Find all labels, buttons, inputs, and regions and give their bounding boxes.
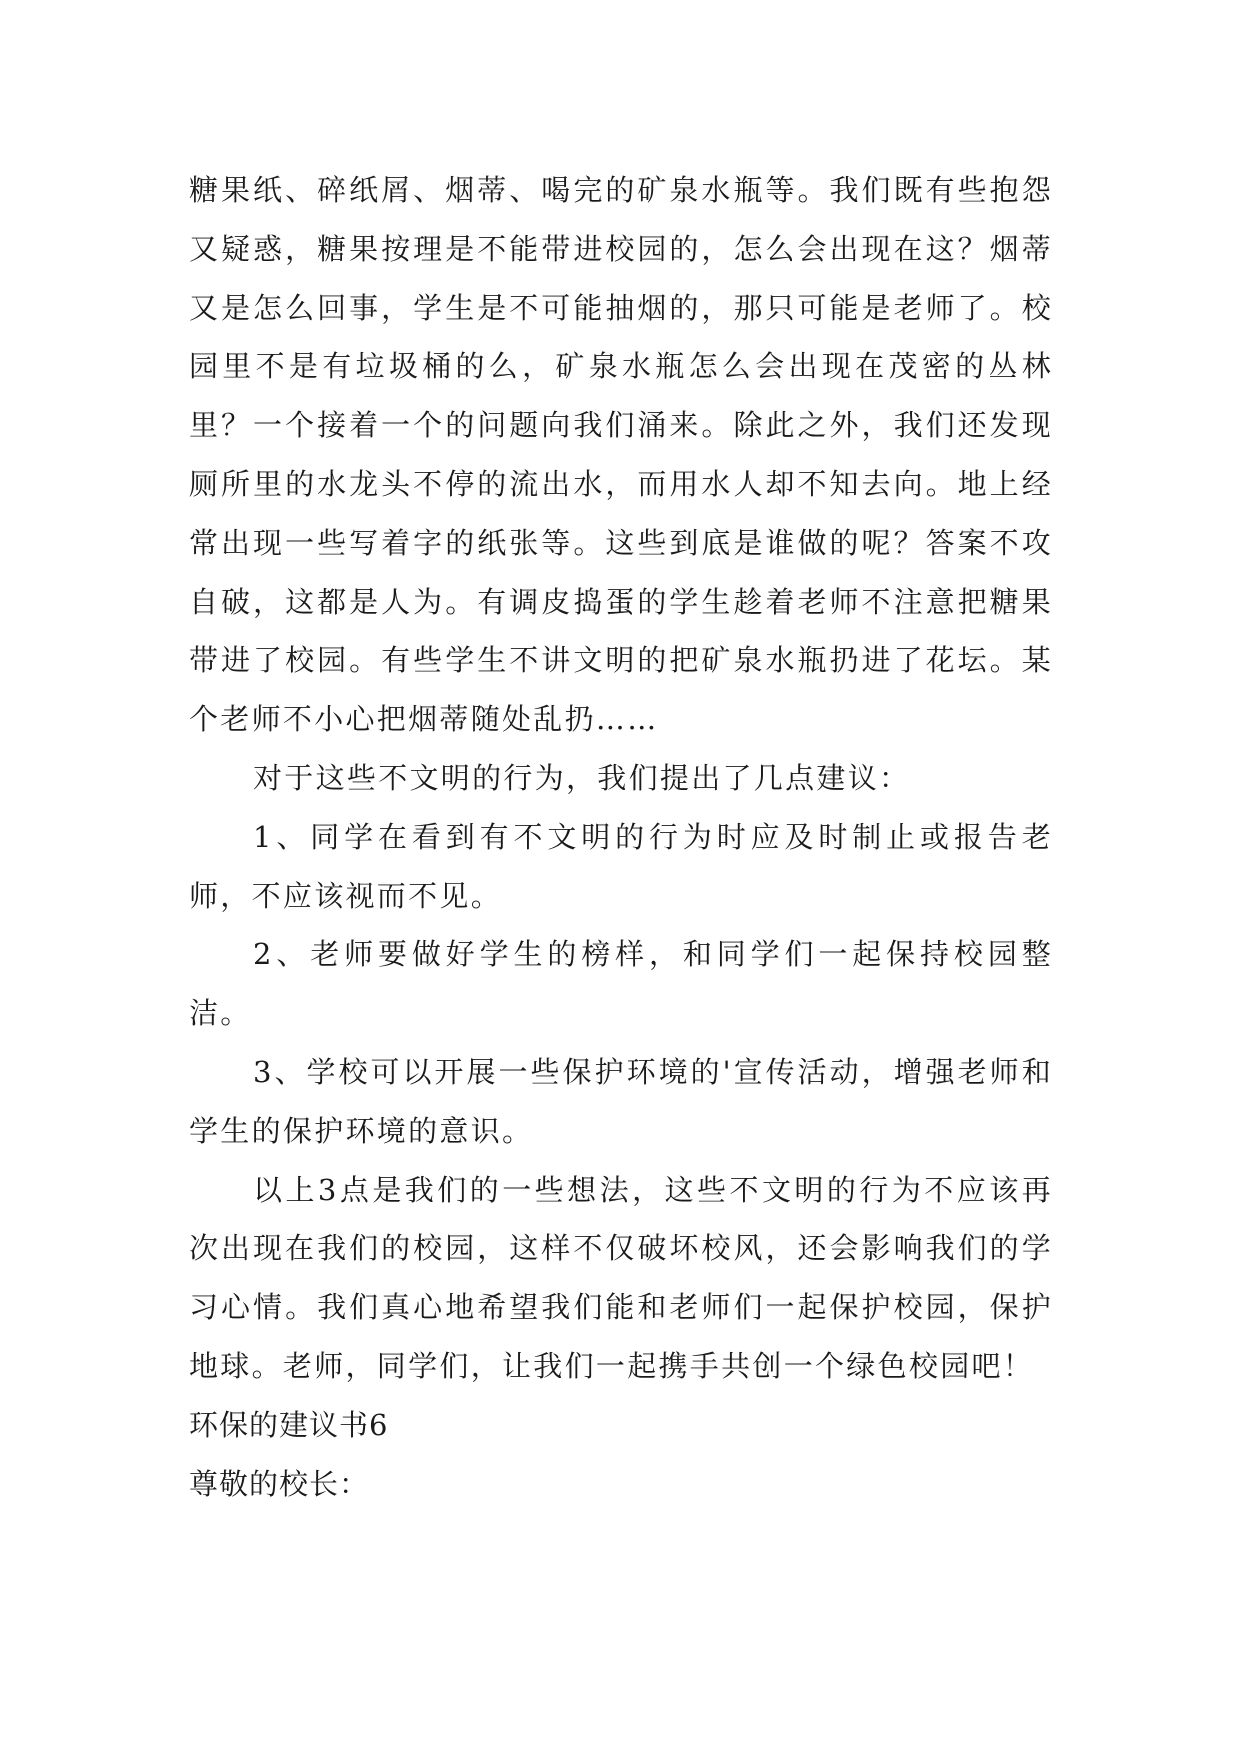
section-title: 环保的建议书6 xyxy=(189,1407,389,1442)
document-body xyxy=(189,161,1053,1513)
suggestion-item-2: 2、老师要做好学生的榜样，和同学们一起保持校园整洁。 xyxy=(189,937,1053,1031)
salutation: 尊敬的校长： xyxy=(189,1466,370,1501)
paragraph-conclusion: 以上3点是我们的一些想法，这些不文明的行为不应该再次出现在我们的校园，这样不仅破坏校风，还会影响我们的学习心情。我们真心地希望我们能和老师们一起保护校园，保护地球。老师，同学们，让我们一起携手共创一个绿色校园吧！ xyxy=(189,1172,1053,1383)
suggestion-item-1: 1、同学在看到有不文明的行为时应及时制止或报告老师，不应该视而不见。 xyxy=(189,819,1053,913)
paragraph-litter-observations: 糖果纸、碎纸屑、烟蒂、喝完的矿泉水瓶等。我们既有些抱怨又疑惑，糖果按理是不能带进校园的，怎么会出现在这？烟蒂又是怎么回事，学生是不可能抽烟的，那只可能是老师了。校园里不是有垃圾桶的么，矿泉水瓶怎么会出现在茂密的丛林里？一个接着一个的问题向我们涌来。除此之外，我们还发现厕所里的水龙头不停的流出水，而用水人却不知去向。地上经常出现一些写着字的纸张等。这些到底是谁做的呢？答案不攻自破，这都是人为。有调皮捣蛋的学生趁着老师不注意把糖果带进了校园。有些学生不讲文明的把矿泉水瓶扔进了花坛。某个老师不小心把烟蒂随处乱扔…… xyxy=(189,173,1053,737)
suggestion-item-3: 3、学校可以开展一些保护环境的'宣传活动，增强老师和学生的保护环境的意识。 xyxy=(189,1054,1053,1148)
paragraph-suggestions-intro: 对于这些不文明的行为，我们提出了几点建议： xyxy=(253,760,911,795)
